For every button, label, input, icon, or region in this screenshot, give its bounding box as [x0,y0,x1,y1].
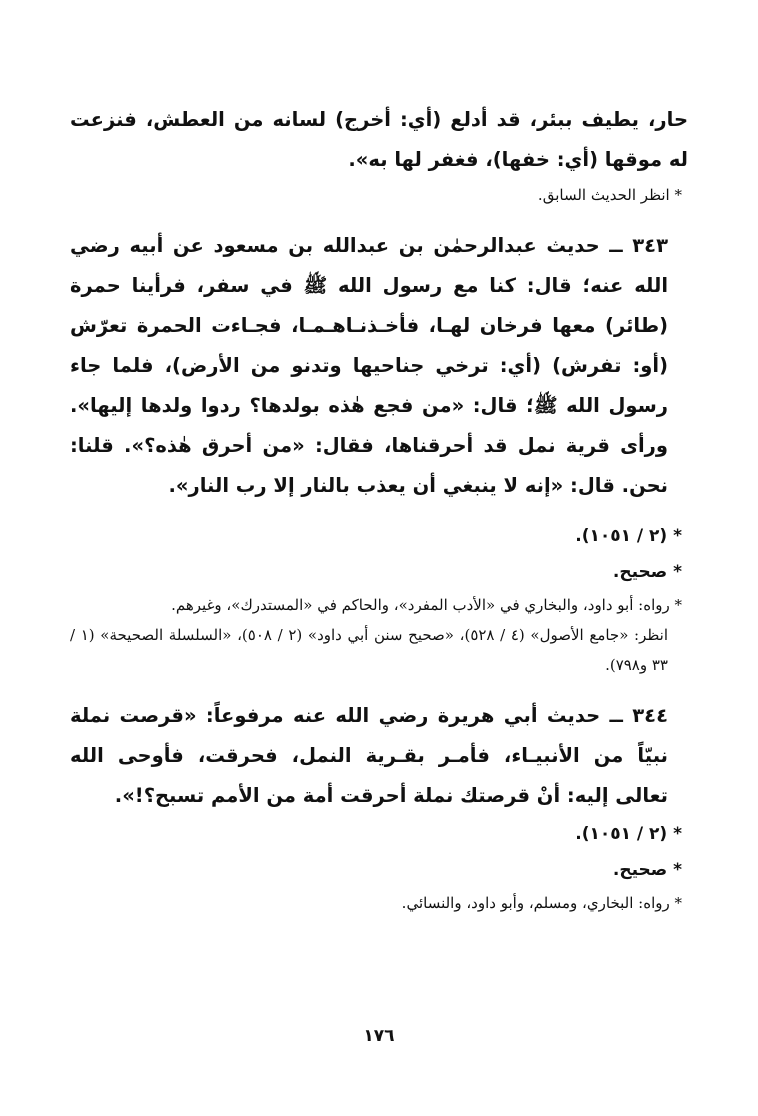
continuation-text: حار، يطيف ببئر، قد أدلع (أي: أخرج) لسانه من العطش، فنزعت له موقها (أي: خفها)، فغفر لها به». [70,108,688,171]
hadith-343-text: ٣٤٣ ــ حديث عبدالرحمٰن بن عبدالله بن مسعود عن أبيه رضي الله عنه؛ قال: كنا مع رسول الله ﷺ في سفر، فرأينا حمرة (طائر) معها فرخان لهـا، فأخـذنـاهـمـا، فجـاءت الحمرة تعرّش (أو: تفرش) (أي: ترخي جناحيها وتدنو من الأرض)، فلما جاء رسول الله ﷺ؛ قال: «من فجع هٰذه بولدها؟ ردوا ولدها إليها». ورأى قرية نمل قد أحرقناها، فقال: «من أحرق هٰذه؟». قلنا: نحن. قال: «إنه لا ينبغي أن يعذب بالنار إلا رب النار». [70,234,668,497]
page-number: ١٧٦ [363,1026,395,1046]
hadith-344-text: ٣٤٤ ــ حديث أبي هريرة رضي الله عنه مرفوعاً: «قرصت نملة نبيّاً من الأنبيـاء، فأمـر بقـرية النمل، فحرقت، فأوحى الله تعالى إليه: أنْ قرصتك نملة أحرقت أمة من الأمم تسبح؟!». [70,704,668,807]
hadith-344-ref: * (٢ / ١٠٥١). [575,824,682,844]
continuation-note: * انظر الحديث السابق. [537,186,682,204]
hadith-343-narrators: * رواه: أبو داود، والبخاري في «الأدب المفرد»، والحاكم في «المستدرك»، وغيرهم. [171,596,682,614]
hadith-344-grade: * صحيح. [612,860,682,880]
page-content [70,100,688,918]
hadith-343-ref: * (٢ / ١٠٥١). [575,526,682,546]
hadith-343-grade: * صحيح. [612,562,682,582]
hadith-344-narrators: * رواه: البخاري، ومسلم، وأبو داود، والنسائي. [401,894,682,912]
hadith-343-see: انظر: «جامع الأصول» (٤ / ٥٢٨)، «صحيح سنن أبي داود» (٢ / ٥٠٨)، «السلسلة الصحيحة» (١ / ٣٣ و٧٩٨). [70,626,669,674]
